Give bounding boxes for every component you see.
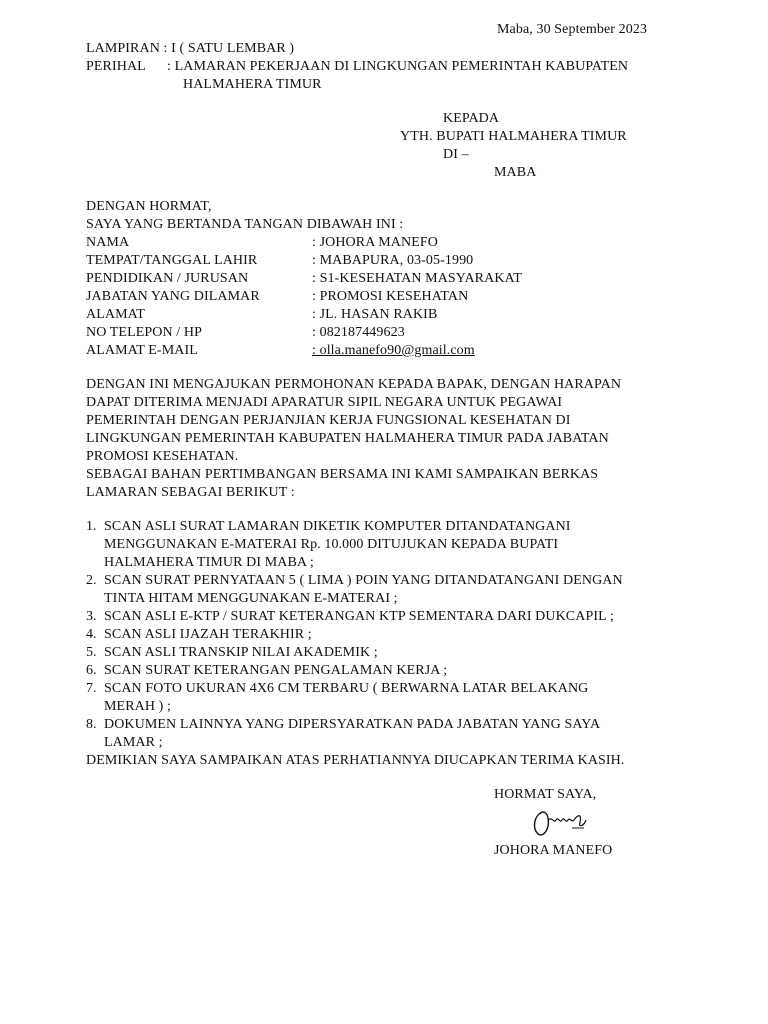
perihal-text: : LAMARAN PEKERJAAN DI LINGKUNGAN PEMERINTAH KABUPATEN: [167, 59, 629, 74]
field-value: : 082187449623: [312, 325, 405, 340]
paragraph-line: PROMOSI KESEHATAN.: [86, 449, 239, 464]
list-item-line: TINTA HITAM MENGGUNAKAN E-MATERAI ;: [104, 591, 398, 606]
paragraph-line: LAMARAN SEBAGAI BERIKUT :: [86, 485, 295, 500]
list-number: 6.: [86, 663, 97, 678]
paragraph-line: LINGKUNGAN PEMERINTAH KABUPATEN HALMAHERA TIMUR PADA JABATAN: [86, 431, 609, 446]
field-label: TEMPAT/TANGGAL LAHIR: [86, 253, 258, 268]
field-value: : PROMOSI KESEHATAN: [312, 289, 469, 304]
list-number: 3.: [86, 609, 97, 624]
list-item-line: LAMAR ;: [104, 735, 163, 750]
paragraph-line: DAPAT DITERIMA MENJADI APARATUR SIPIL NEGARA UNTUK PEGAWAI: [86, 395, 563, 410]
field-value: : S1-KESEHATAN MASYARAKAT: [312, 271, 522, 286]
signature-icon: [528, 804, 612, 840]
list-item-line: HALMAHERA TIMUR DI MABA ;: [104, 555, 314, 570]
list-item-line: MERAH ) ;: [104, 699, 172, 714]
letter-date: Maba, 30 September 2023: [497, 22, 648, 37]
list-item-line: SCAN FOTO UKURAN 4X6 CM TERBARU ( BERWARNA LATAR BELAKANG: [104, 681, 589, 696]
field-label: NO TELEPON / HP: [86, 325, 202, 340]
field-value: : JOHORA MANEFO: [312, 235, 438, 250]
list-item-line: SCAN SURAT KETERANGAN PENGALAMAN KERJA ;: [104, 663, 448, 678]
list-number: 5.: [86, 645, 97, 660]
recipient-title: YTH. BUPATI HALMAHERA TIMUR: [400, 129, 627, 144]
signatory-name: JOHORA MANEFO: [494, 843, 613, 858]
paragraph-line: DENGAN INI MENGAJUKAN PERMOHONAN KEPADA BAPAK, DENGAN HARAPAN: [86, 377, 622, 392]
regards: HORMAT SAYA,: [494, 787, 597, 802]
list-number: 7.: [86, 681, 97, 696]
field-label: ALAMAT: [86, 307, 145, 322]
field-value: : MABAPURA, 03-05-1990: [312, 253, 474, 268]
field-label: JABATAN YANG DILAMAR: [86, 289, 260, 304]
paragraph-line: PEMERINTAH DENGAN PERJANJIAN KERJA FUNGSIONAL KESEHATAN DI: [86, 413, 571, 428]
recipient-kepada: KEPADA: [443, 111, 500, 126]
email-value: : olla.manefo90@gmail.com: [312, 343, 475, 358]
lampiran-line: LAMPIRAN : I ( SATU LEMBAR ): [86, 41, 295, 56]
list-item-line: DOKUMEN LAINNYA YANG DIPERSYARATKAN PADA JABATAN YANG SAYA: [104, 717, 601, 732]
list-number: 2.: [86, 573, 97, 588]
list-number: 4.: [86, 627, 97, 642]
list-item-line: SCAN ASLI E-KTP / SURAT KETERANGAN KTP SEMENTARA DARI DUKCAPIL ;: [104, 609, 614, 624]
field-value: : JL. HASAN RAKIB: [312, 307, 438, 322]
list-number: 8.: [86, 717, 97, 732]
field-label: PENDIDIKAN / JURUSAN: [86, 271, 249, 286]
closing-line: DEMIKIAN SAYA SAMPAIKAN ATAS PERHATIANNYA DIUCAPKAN TERIMA KASIH.: [86, 753, 625, 768]
list-item-line: MENGGUNAKAN E-MATERAI Rp. 10.000 DITUJUKAN KEPADA BUPATI: [104, 537, 559, 552]
field-label: NAMA: [86, 235, 130, 250]
intro-line: SAYA YANG BERTANDA TANGAN DIBAWAH INI :: [86, 217, 404, 232]
paragraph-line: SEBAGAI BAHAN PERTIMBANGAN BERSAMA INI KAMI SAMPAIKAN BERKAS: [86, 467, 599, 482]
list-number: 1.: [86, 519, 97, 534]
perihal-label: PERIHAL: [86, 59, 146, 74]
list-item-line: SCAN ASLI IJAZAH TERAKHIR ;: [104, 627, 312, 642]
field-label: ALAMAT E-MAIL: [86, 343, 198, 358]
list-item-line: SCAN SURAT PERNYATAAN 5 ( LIMA ) POIN YANG DITANDATANGANI DENGAN: [104, 573, 623, 588]
salutation: DENGAN HORMAT,: [86, 199, 212, 214]
perihal-text-continued: HALMAHERA TIMUR: [183, 77, 322, 92]
list-item-line: SCAN ASLI SURAT LAMARAN DIKETIK KOMPUTER DITANDATANGANI: [104, 519, 571, 534]
list-item-line: SCAN ASLI TRANSKIP NILAI AKADEMIK ;: [104, 645, 378, 660]
recipient-city: MABA: [494, 165, 537, 180]
recipient-di: DI –: [443, 147, 469, 162]
